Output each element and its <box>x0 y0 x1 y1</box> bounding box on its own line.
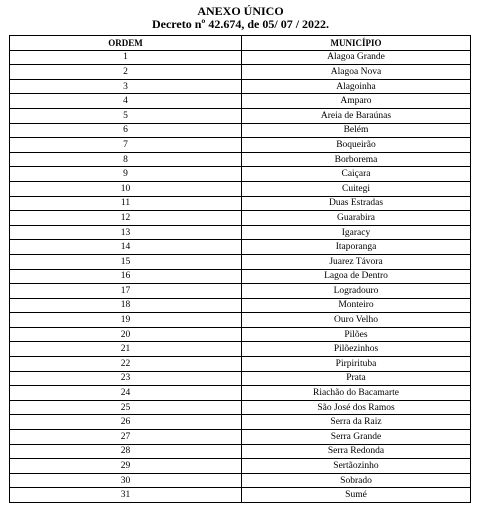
table-row <box>10 94 471 109</box>
table-row <box>10 50 471 65</box>
row-order-number: 12 <box>10 211 242 226</box>
row-municipality-name: Ouro Velho <box>242 313 471 328</box>
row-order-number: 5 <box>10 108 242 123</box>
column-header-ordem: ORDEM <box>10 36 242 51</box>
table-row <box>10 415 471 430</box>
table-row <box>10 181 471 196</box>
table-row <box>10 211 471 226</box>
row-municipality-name: Belém <box>242 123 471 138</box>
row-municipality-name: Logradouro <box>242 284 471 299</box>
row-order-number: 28 <box>10 444 242 459</box>
table-row <box>10 152 471 167</box>
table-row <box>10 386 471 401</box>
table-row <box>10 269 471 284</box>
table-row <box>10 240 471 255</box>
row-order-number: 30 <box>10 473 242 488</box>
table-header-row <box>10 36 471 51</box>
row-municipality-name: Alagoa Grande <box>242 50 471 65</box>
row-municipality-name: Serra Grande <box>242 430 471 445</box>
table-row <box>10 473 471 488</box>
row-municipality-name: Boqueirão <box>242 138 471 153</box>
row-order-number: 31 <box>10 488 242 503</box>
row-order-number: 1 <box>10 50 242 65</box>
table-row <box>10 459 471 474</box>
row-order-number: 19 <box>10 313 242 328</box>
table-row <box>10 225 471 240</box>
row-municipality-name: Duas Estradas <box>242 196 471 211</box>
table-row <box>10 430 471 445</box>
municipality-table <box>9 35 471 503</box>
row-municipality-name: Alagoa Nova <box>242 65 471 80</box>
row-municipality-name: Alagoinha <box>242 79 471 94</box>
row-municipality-name: Sertãozinho <box>242 459 471 474</box>
row-order-number: 3 <box>10 79 242 94</box>
table-row <box>10 357 471 372</box>
row-municipality-name: Guarabira <box>242 211 471 226</box>
row-municipality-name: Prata <box>242 371 471 386</box>
row-municipality-name: Pilõezinhos <box>242 342 471 357</box>
table-row <box>10 108 471 123</box>
row-order-number: 23 <box>10 371 242 386</box>
decree-reference: Decreto nº 42.674, de 05/ 07 / 2022. <box>151 17 330 31</box>
table-body <box>10 50 471 502</box>
table-row <box>10 488 471 503</box>
row-order-number: 13 <box>10 225 242 240</box>
row-municipality-name: Pilões <box>242 327 471 342</box>
row-order-number: 15 <box>10 254 242 269</box>
row-order-number: 2 <box>10 65 242 80</box>
row-order-number: 8 <box>10 152 242 167</box>
row-order-number: 26 <box>10 415 242 430</box>
table-row <box>10 284 471 299</box>
row-municipality-name: Serra da Raiz <box>242 415 471 430</box>
table-row <box>10 327 471 342</box>
row-order-number: 22 <box>10 357 242 372</box>
row-municipality-name: Igaracy <box>242 225 471 240</box>
row-municipality-name: São José dos Ramos <box>242 400 471 415</box>
table-row <box>10 313 471 328</box>
row-order-number: 24 <box>10 386 242 401</box>
table-row <box>10 342 471 357</box>
row-order-number: 16 <box>10 269 242 284</box>
row-municipality-name: Borborema <box>242 152 471 167</box>
row-municipality-name: Sumé <box>242 488 471 503</box>
row-order-number: 27 <box>10 430 242 445</box>
table-row <box>10 65 471 80</box>
row-order-number: 20 <box>10 327 242 342</box>
row-municipality-name: Itaporanga <box>242 240 471 255</box>
table-row <box>10 400 471 415</box>
document-title: ANEXO ÚNICO <box>197 4 284 18</box>
row-municipality-name: Monteiro <box>242 298 471 313</box>
table-row <box>10 444 471 459</box>
row-order-number: 6 <box>10 123 242 138</box>
table-row <box>10 196 471 211</box>
table-row <box>10 254 471 269</box>
row-municipality-name: Riachão do Bacamarte <box>242 386 471 401</box>
row-order-number: 17 <box>10 284 242 299</box>
row-order-number: 18 <box>10 298 242 313</box>
row-order-number: 29 <box>10 459 242 474</box>
row-order-number: 7 <box>10 138 242 153</box>
row-municipality-name: Amparo <box>242 94 471 109</box>
table-row <box>10 371 471 386</box>
table-row <box>10 123 471 138</box>
row-municipality-name: Lagoa de Dentro <box>242 269 471 284</box>
row-order-number: 21 <box>10 342 242 357</box>
column-header-municipio: MUNICÍPIO <box>242 36 471 51</box>
table-row <box>10 138 471 153</box>
row-order-number: 25 <box>10 400 242 415</box>
row-municipality-name: Caiçara <box>242 167 471 182</box>
row-order-number: 10 <box>10 181 242 196</box>
row-municipality-name: Juarez Távora <box>242 254 471 269</box>
row-municipality-name: Cuitegi <box>242 181 471 196</box>
table-row <box>10 79 471 94</box>
row-municipality-name: Serra Redonda <box>242 444 471 459</box>
table-row <box>10 298 471 313</box>
row-order-number: 14 <box>10 240 242 255</box>
row-municipality-name: Pirpirituba <box>242 357 471 372</box>
table-row <box>10 167 471 182</box>
row-municipality-name: Areia de Baraúnas <box>242 108 471 123</box>
row-order-number: 11 <box>10 196 242 211</box>
row-municipality-name: Sobrado <box>242 473 471 488</box>
row-order-number: 4 <box>10 94 242 109</box>
row-order-number: 9 <box>10 167 242 182</box>
